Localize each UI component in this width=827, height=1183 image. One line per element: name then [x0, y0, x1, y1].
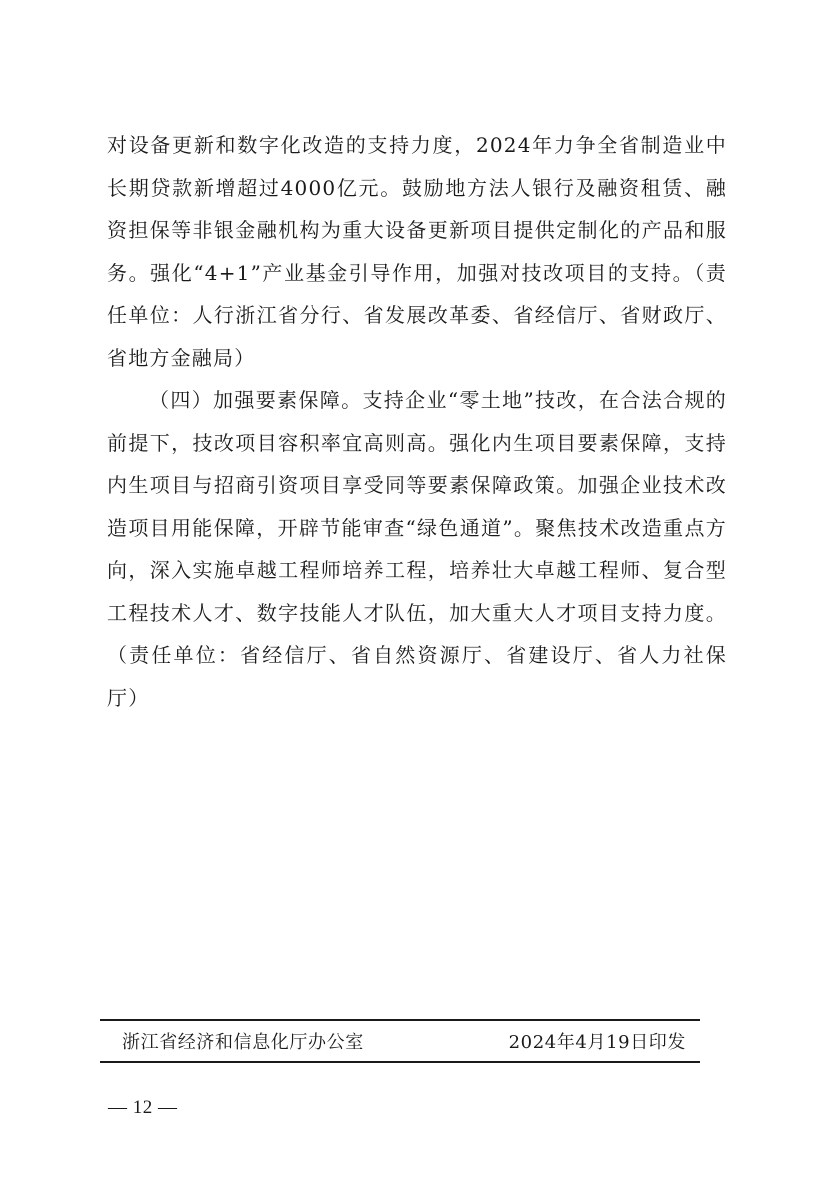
page-number: — 12 — [108, 1097, 178, 1118]
body-paragraph-financing-support: 对设备更新和数字化改造的支持力度，2024年力争全省制造业中长期贷款新增超过4000亿元。鼓励地方法人银行及融资租赁、融资担保等非银金融机构为重大设备更新项目提供定制化的产品和服务。强化“4+1”产业基金引导作用，加强对技改项目的支持。（责任单位：人行浙江省分行、省发展改革委、省经信厅、省财政厅、省地方金融局） [107, 133, 727, 370]
footer-row [100, 1021, 700, 1061]
issuer-name: 浙江省经济和信息化厅办公室 [122, 1032, 364, 1053]
footer-bottom-rule [100, 1061, 700, 1063]
issuance-footer [100, 1019, 700, 1063]
body-paragraph-factor-guarantee: （四）加强要素保障。支持企业“零土地”技改，在合法合规的前提下，技改项目容积率宜高则高。强化内生项目要素保障，支持内生项目与招商引资项目享受同等要素保障政策。加强企业技术改造项目用能保障，开辟节能审查“绿色通道”。聚焦技术改造重点方向，深入实施卓越工程师培养工程，培养壮大卓越工程师、复合型工程技术人才、数字技能人才队伍，加大重大人才项目支持力度。（责任单位：省经信厅、省自然资源厅、省建设厅、省人力社保厅） [107, 388, 727, 710]
document-body [107, 124, 727, 719]
issue-date: 2024年4月19日印发 [508, 1032, 686, 1053]
